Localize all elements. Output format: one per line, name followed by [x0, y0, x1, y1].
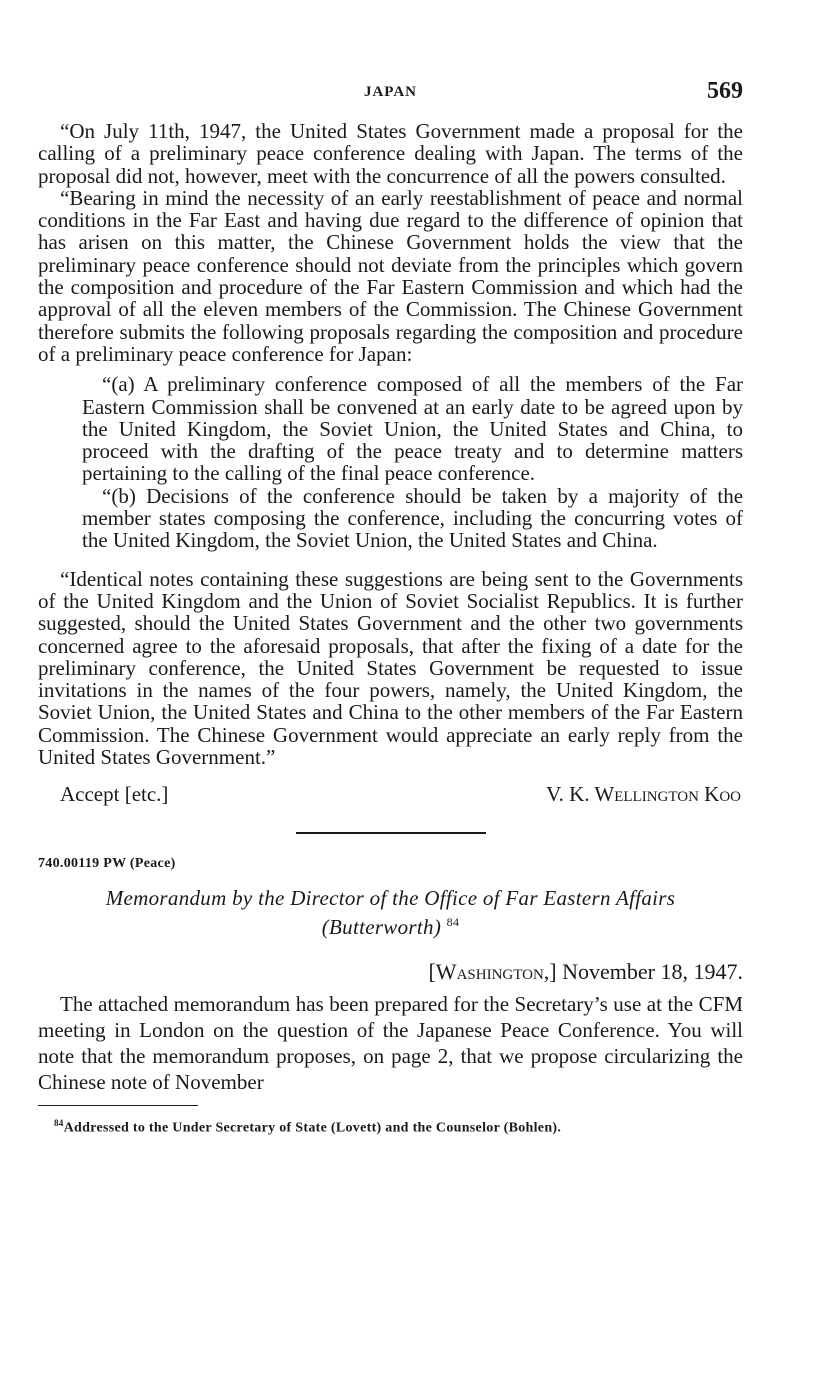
dateline — [38, 959, 743, 985]
footnote-text: Addressed to the Under Secretary of State (Lovett) and the Counselor (Bohlen). — [63, 1120, 562, 1136]
quote-item-label: “(b) — [102, 483, 136, 508]
author-name: (Butterworth) — [321, 915, 442, 940]
quote-item-text: Decisions of the conference should be taken by a majority of the member states composing the conference, including the concurring votes of the United Kingdom, the Soviet Union, the United States and China. — [82, 483, 744, 553]
footnote-marker: 84 — [54, 1118, 64, 1129]
document-title — [38, 886, 743, 939]
dateline-place: [Washington,] — [428, 959, 557, 985]
document-title-line-2 — [38, 910, 743, 939]
closing: Accept [etc.] — [60, 782, 169, 807]
section-divider — [296, 832, 486, 834]
paragraph: The attached memorandum has been prepared for the Secretary’s use at the CFM meeting in London on the question of the Japanese Peace Conference. You will note that the memorandum proposes, on page 2, that we propose circularizing the Chinese note of November — [38, 992, 743, 1095]
block-quote — [82, 373, 743, 551]
memorandum-body — [38, 991, 743, 1095]
quote-item-label: “(a) — [102, 372, 135, 397]
letter-body-continued — [38, 568, 743, 769]
page-header — [38, 78, 743, 110]
paragraph: “Bearing in mind the necessity of an early reestablishment of peace and normal conditions in the Far East and having due regard to the difference of opinion that has arisen on this matter, the Chinese Government holds the view that the preliminary peace conference should not deviate from the principles which govern the composition and procedure of the Far Eastern Commission and which had the approval of all the eleven members of the Commission. The Chinese Government therefore submits the following proposals regarding the composition and procedure of a preliminary peace conference for Japan: — [38, 185, 743, 366]
quote-item-b — [82, 485, 743, 552]
document-title-line: Memorandum by the Director of the Office of Far Eastern Affairs — [105, 886, 676, 911]
dateline-date: November 18, 1947. — [562, 959, 743, 985]
footnote-rule — [38, 1105, 198, 1106]
document-page — [38, 78, 743, 1138]
footnote-reference: 84 — [446, 915, 460, 930]
page-number: 569 — [707, 78, 743, 104]
running-head: JAPAN — [363, 84, 418, 100]
signer-name: V. K. Wellington Koo — [546, 782, 741, 807]
file-number: 740.00119 PW (Peace) — [38, 856, 176, 872]
quote-item-text: A preliminary conference composed of all the members of the Far Eastern Commission shall be convened at an early date to be agreed upon by the United Kingdom, the Soviet Union, the United States and China, to proceed with the drafting of the peace treaty and to determine matters pertaining to the calling of the final peace conference. — [82, 372, 744, 486]
paragraph: “On July 11th, 1947, the United States Government made a proposal for the calling of a preliminary peace conference dealing with Japan. The terms of the proposal did not, however, meet with the concurrence of all the powers consulted. — [38, 119, 743, 188]
signature-line — [38, 782, 743, 812]
footnote — [38, 1114, 743, 1138]
quote-item-a — [82, 373, 743, 484]
paragraph: “Identical notes containing these suggestions are being sent to the Governments of the United Kingdom and the Union of Soviet Socialist Republics. It is further suggested, should the United States Government and the other two governments concerned agree to the aforesaid proposals, that after the fixing of a date for the preliminary conference, the United States Government be requested to issue invitations in the names of the four powers, namely, the United Kingdom, the Soviet Union, the United States and China to the other members of the Far Eastern Commission. The Chinese Government would appreciate an early reply from the United States Government.” — [38, 566, 743, 770]
letter-body — [38, 120, 743, 365]
